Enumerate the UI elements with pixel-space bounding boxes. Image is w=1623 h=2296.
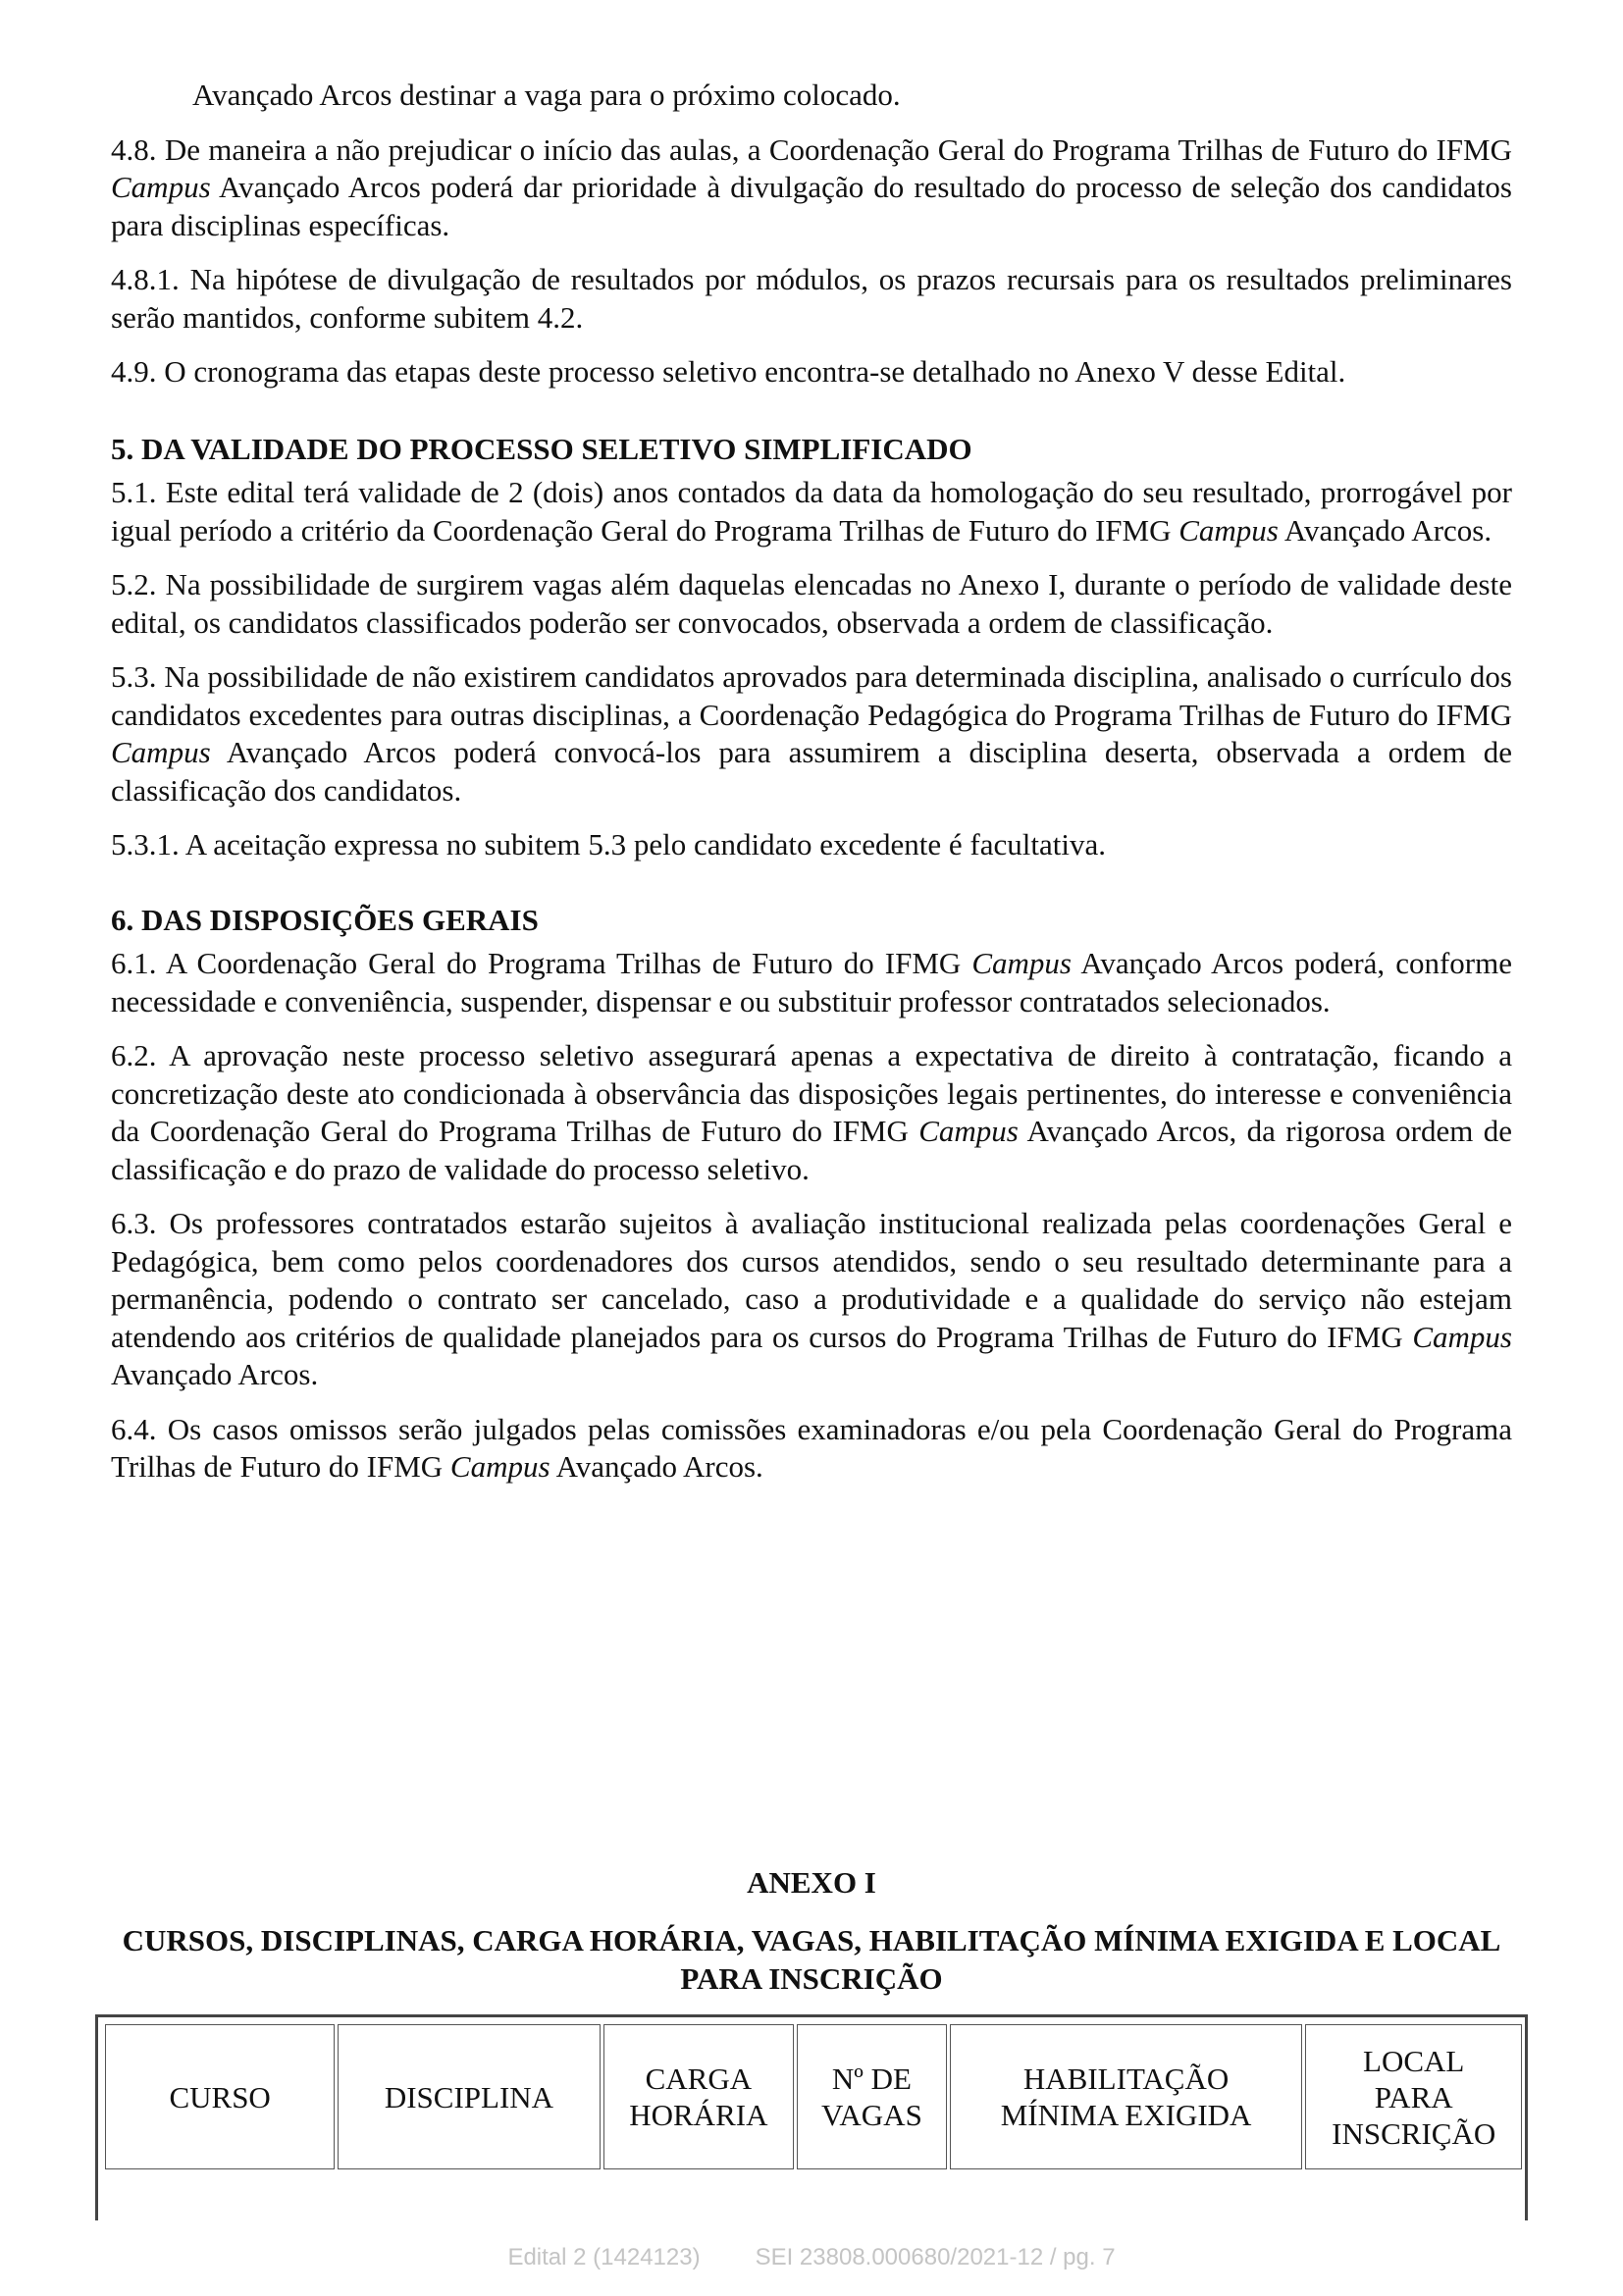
paragraph-continuation: Avançado Arcos destinar a vaga para o próximo colocado. [192,78,901,112]
annex-subtitle: CURSOS, DISCIPLINAS, CARGA HORÁRIA, VAGAS, HABILITAÇÃO MÍNIMA EXIGIDA E LOCAL PARA INSCRIÇÃO [122,1923,1501,1996]
paragraph-5-3: 5.3. Na possibilidade de não existirem candidatos aprovados para determinada disciplina, analisado o currículo dos candidatos excedentes para outras disciplinas, a Coordenação Pedagógica do Programa Trilhas de Futuro do IFMG Campus Avançado Arcos poderá convocá-los para assumirem a disciplina deserta, observada a ordem de classificação dos candidatos. [111,659,1512,808]
col-curso: CURSO [105,2024,335,2169]
paragraph-4-8-1: 4.8.1. Na hipótese de divulgação de resultados por módulos, os prazos recursais para os resultados preliminares serão mantidos, conforme subitem 4.2. [111,262,1512,335]
col-habilitacao: HABILITAÇÃO MÍNIMA EXIGIDA [950,2024,1303,2169]
annex-table [102,2021,1525,2172]
footer-doc-ref: Edital 2 (1424123) [507,2244,701,2270]
paragraph-5-2: 5.2. Na possibilidade de surgirem vagas além daquelas elencadas no Anexo I, durante o período de validade deste edital, os candidatos classificados poderão ser convocados, observada a ordem de classificação. [111,567,1512,640]
document-body [111,77,1512,1503]
footer-sei-ref: SEI 23808.000680/2021-12 / pg. 7 [755,2244,1116,2270]
section-6-heading: 6. DAS DISPOSIÇÕES GERAIS [111,902,539,937]
annex-title: ANEXO I [747,1865,876,1900]
paragraph-5-1: 5.1. Este edital terá validade de 2 (dois) anos contados da data da homologação do seu resultado, prorrogável por igual período a critério da Coordenação Geral do Programa Trilhas de Futuro do IFMG Campus Avançado Arcos. [111,475,1512,548]
annex-table-header-row [105,2024,1522,2169]
paragraph-6-3: 6.3. Os professores contratados estarão sujeitos à avaliação institucional realizada pelas coordenações Geral e Pedagógica, bem como pelos coordenadores dos cursos atendidos, sendo o seu resultado determinante para a permanência, podendo o contrato ser cancelado, caso a produtividade e a qualidade do serviço não estejam atendendo aos critérios de qualidade planejados para os cursos do Programa Trilhas de Futuro do IFMG Campus Avançado Arcos. [111,1206,1512,1391]
col-carga-horaria: CARGA HORÁRIA [603,2024,795,2169]
paragraph-5-3-1: 5.3.1. A aceitação expressa no subitem 5.3 pelo candidato excedente é facultativa. [111,827,1106,861]
col-disciplina: DISCIPLINA [338,2024,600,2169]
col-numero-vagas: Nº DE VAGAS [797,2024,947,2169]
col-local-inscricao: LOCAL PARA INSCRIÇÃO [1305,2024,1522,2169]
annex-table-frame [95,2014,1528,2220]
section-5-heading: 5. DA VALIDADE DO PROCESSO SELETIVO SIMPLIFICADO [111,431,972,466]
paragraph-4-8: 4.8. De maneira a não prejudicar o início das aulas, a Coordenação Geral do Programa Trilhas de Futuro do IFMG Campus Avançado Arcos poderá dar prioridade à divulgação do resultado do processo de seleção dos candidatos para disciplinas específicas. [111,131,1512,242]
paragraph-4-9: 4.9. O cronograma das etapas deste processo seletivo encontra-se detalhado no Anexo V desse Edital. [111,354,1346,389]
paragraph-6-2: 6.2. A aprovação neste processo seletivo assegurará apenas a expectativa de direito à contratação, ficando a concretização deste ato condicionada à observância das disposições legais pertinentes, do interesse e conveniência da Coordenação Geral do Programa Trilhas de Futuro do IFMG Campus Avançado Arcos, da rigorosa ordem de classificação e do prazo de validade do processo seletivo. [111,1038,1512,1186]
paragraph-6-1: 6.1. A Coordenação Geral do Programa Trilhas de Futuro do IFMG Campus Avançado Arcos poderá, conforme necessidade e conveniência, suspender, dispensar e ou substituir professor contratados selecionados. [111,946,1512,1018]
page-footer [0,2244,1623,2271]
paragraph-6-4: 6.4. Os casos omissos serão julgados pelas comissões examinadoras e/ou pela Coordenação Geral do Programa Trilhas de Futuro do IFMG Campus Avançado Arcos. [111,1411,1512,1484]
